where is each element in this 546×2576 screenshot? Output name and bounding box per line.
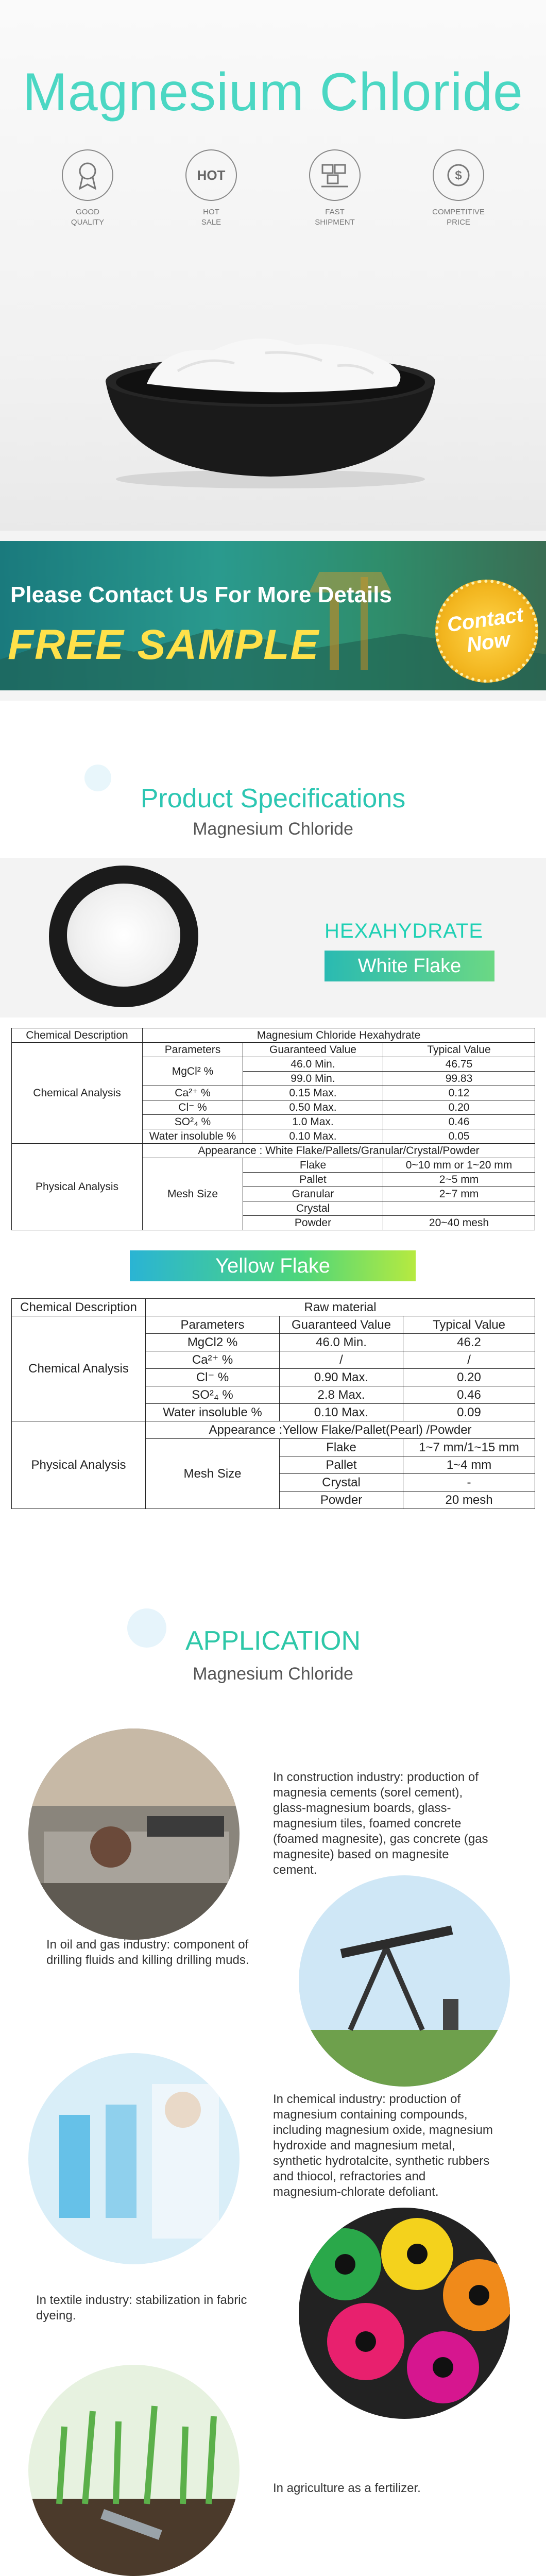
product-bowl-image: [100, 335, 440, 489]
table-cell: 0.46: [383, 1115, 535, 1129]
spec-title: Product Specifications: [140, 784, 406, 814]
table-cell: Granular: [243, 1187, 383, 1201]
badge-label: QUALITY: [71, 218, 105, 227]
table-cell: 1.0 Max.: [243, 1115, 383, 1129]
table-cell: -: [403, 1474, 535, 1492]
table-cell: Chemical Analysis: [12, 1316, 146, 1421]
table-cell: 0.12: [383, 1086, 535, 1100]
table-cell: 46.0 Min.: [243, 1057, 383, 1072]
application-subtitle: Magnesium Chloride: [193, 1664, 353, 1684]
badge-label: HOT: [203, 208, 219, 216]
table-cell: 46.0 Min.: [280, 1334, 403, 1351]
table-cell: Flake: [280, 1439, 403, 1456]
table-cell: 0.10 Max.: [243, 1129, 383, 1144]
feature-badges: [49, 149, 497, 228]
hexahydrate-section: [0, 858, 546, 1018]
table-cell: SO²₄ %: [143, 1115, 243, 1129]
hexahydrate-spec-table: [11, 1028, 535, 1230]
agriculture-image: [28, 2365, 240, 2576]
table-cell: Pallet: [280, 1456, 403, 1474]
table-cell: Pallet: [243, 1173, 383, 1187]
table-row: [12, 1028, 535, 1043]
table-cell: /: [403, 1351, 535, 1369]
table-cell: Guaranteed Value: [280, 1316, 403, 1334]
table-cell: 0.20: [403, 1369, 535, 1386]
table-cell: Powder: [243, 1216, 383, 1230]
badge-hot: [173, 149, 250, 228]
table-row: [12, 1299, 535, 1316]
dollar-icon: [433, 149, 484, 201]
table-row: [12, 1043, 535, 1057]
table-cell: 0~10 mm or 1~20 mm: [383, 1158, 535, 1173]
application-text-oil-gas: In oil and gas industry: component of drilling fluids and killing drilling muds.: [46, 1938, 249, 1967]
application-text-textile: In textile industry: stabilization in fabric dyeing.: [36, 2293, 247, 2323]
table-cell: Cl⁻ %: [143, 1100, 243, 1115]
yellow-flake-spec-table: [11, 1298, 535, 1509]
badge-label: COMPETITIVE: [432, 208, 485, 216]
table-cell: 0.10 Max.: [280, 1404, 403, 1421]
table-cell: Parameters: [143, 1043, 243, 1057]
contact-now-label: Contact Now: [446, 603, 525, 657]
table-cell: Typical Value: [383, 1043, 535, 1057]
yellow-flake-badge: Yellow Flake: [130, 1250, 416, 1281]
table-cell: 0.15 Max.: [243, 1086, 383, 1100]
table-cell: /: [280, 1351, 403, 1369]
table-cell: Appearance :Yellow Flake/Pallet(Pearl) /Powder: [146, 1421, 535, 1439]
page-title: Magnesium Chloride: [23, 62, 523, 122]
table-cell: 2~5 mm: [383, 1173, 535, 1187]
table-cell: Mesh Size: [146, 1439, 280, 1509]
table-cell: Appearance : White Flake/Pallets/Granular/Crystal/Powder: [143, 1144, 535, 1158]
table-cell: Parameters: [146, 1316, 280, 1334]
table-cell: 0.90 Max.: [280, 1369, 403, 1386]
table-cell: 99.83: [383, 1072, 535, 1086]
application-text-agriculture: In agriculture as a fertilizer.: [273, 2481, 421, 2495]
badge-price: [420, 149, 497, 228]
table-cell: 0.50 Max.: [243, 1100, 383, 1115]
white-flake-image: [49, 866, 198, 1007]
table-cell: 0.09: [403, 1404, 535, 1421]
chemical-lab-image: [28, 2053, 240, 2264]
table-cell: Ca²⁺ %: [143, 1086, 243, 1100]
table-cell: MgCl2 %: [146, 1334, 280, 1351]
table-cell: 2.8 Max.: [280, 1386, 403, 1404]
table-cell: Physical Analysis: [12, 1144, 143, 1230]
table-cell: Powder: [280, 1492, 403, 1509]
table-cell: Cl⁻ %: [146, 1369, 280, 1386]
table-cell: 0.05: [383, 1129, 535, 1144]
badge-label: SHIPMENT: [315, 218, 355, 227]
badge-label: PRICE: [447, 218, 470, 227]
construction-image: [28, 1728, 240, 1940]
badge-shipment: [296, 149, 373, 228]
hot-icon: [185, 149, 237, 201]
table-cell: Magnesium Chloride Hexahydrate: [143, 1028, 535, 1043]
table-cell: 0.46: [403, 1386, 535, 1404]
table-cell: 2~7 mm: [383, 1187, 535, 1201]
shipment-icon: [309, 149, 361, 201]
badge-label: GOOD: [76, 208, 99, 216]
hero-section: [0, 0, 546, 531]
table-cell: Chemical Analysis: [12, 1043, 143, 1144]
table-cell: Physical Analysis: [12, 1421, 146, 1509]
table-cell: 1~4 mm: [403, 1456, 535, 1474]
hexahydrate-title: HEXAHYDRATE: [325, 920, 484, 942]
table-cell: Crystal: [243, 1201, 383, 1216]
table-cell: Water insoluble %: [143, 1129, 243, 1144]
contact-text: Please Contact Us For More Details: [10, 582, 392, 607]
table-cell: Mesh Size: [143, 1158, 243, 1230]
table-cell: 0.20: [383, 1100, 535, 1115]
applications-list: [0, 1713, 546, 2576]
table-cell: Water insoluble %: [146, 1404, 280, 1421]
table-cell: Ca²⁺ %: [146, 1351, 280, 1369]
table-cell: 20 mesh: [403, 1492, 535, 1509]
table-cell: Typical Value: [403, 1316, 535, 1334]
badge-label: SALE: [201, 218, 221, 227]
table-cell: Crystal: [280, 1474, 403, 1492]
table-cell: MgCl² %: [143, 1057, 243, 1086]
hexahydrate-table-section: [0, 1018, 546, 1234]
textile-spools-image: [299, 2208, 510, 2419]
free-sample-text: FREE SAMPLE: [8, 621, 320, 668]
white-flake-badge: White Flake: [325, 951, 494, 981]
table-cell: [383, 1201, 535, 1216]
table-cell: 20~40 mesh: [383, 1216, 535, 1230]
table-cell: 99.0 Min.: [243, 1072, 383, 1086]
table-row: [12, 1316, 535, 1334]
application-title: APPLICATION: [185, 1626, 361, 1656]
table-cell: Flake: [243, 1158, 383, 1173]
table-row: [12, 1421, 535, 1439]
yellow-flake-section: [0, 1234, 546, 1605]
badge-label: FAST: [325, 208, 345, 216]
free-sample-banner[interactable]: [0, 531, 546, 701]
spec-subtitle: Magnesium Chloride: [193, 819, 353, 839]
badge-quality: [49, 149, 126, 228]
svg-text:$: $: [455, 168, 462, 182]
table-cell: 46.75: [383, 1057, 535, 1072]
table-cell: 1~7 mm/1~15 mm: [403, 1439, 535, 1456]
application-text-construction: In construction industry: production of magnesia cements (sorel cement), glass-magnesium boards, glass-magnesium tiles, foamed concrete (foamed magnesite), gas concrete (gas magnesite) based on magnesite cement.: [273, 1770, 488, 1877]
table-cell: Chemical Description: [12, 1299, 146, 1316]
table-cell: Chemical Description: [12, 1028, 143, 1043]
hot-glyph: HOT: [197, 167, 226, 183]
table-row: [12, 1144, 535, 1158]
application-text-chemical: In chemical industry: production of magnesium containing compounds, including magnesium oxide, magnesium hydroxide and magnesium metal, synthetic hydrotalcite, synthetic rubbers and thiocol, refractories and magnesium-chlorate defoliant.: [273, 2092, 493, 2199]
oil-pump-image: [299, 1875, 510, 2087]
spec-header: [0, 701, 546, 858]
table-cell: SO²₄ %: [146, 1386, 280, 1404]
table-cell: Guaranteed Value: [243, 1043, 383, 1057]
application-header: [0, 1605, 546, 1713]
table-cell: Raw material: [146, 1299, 535, 1316]
medal-icon: [62, 149, 113, 201]
table-cell: 46.2: [403, 1334, 535, 1351]
